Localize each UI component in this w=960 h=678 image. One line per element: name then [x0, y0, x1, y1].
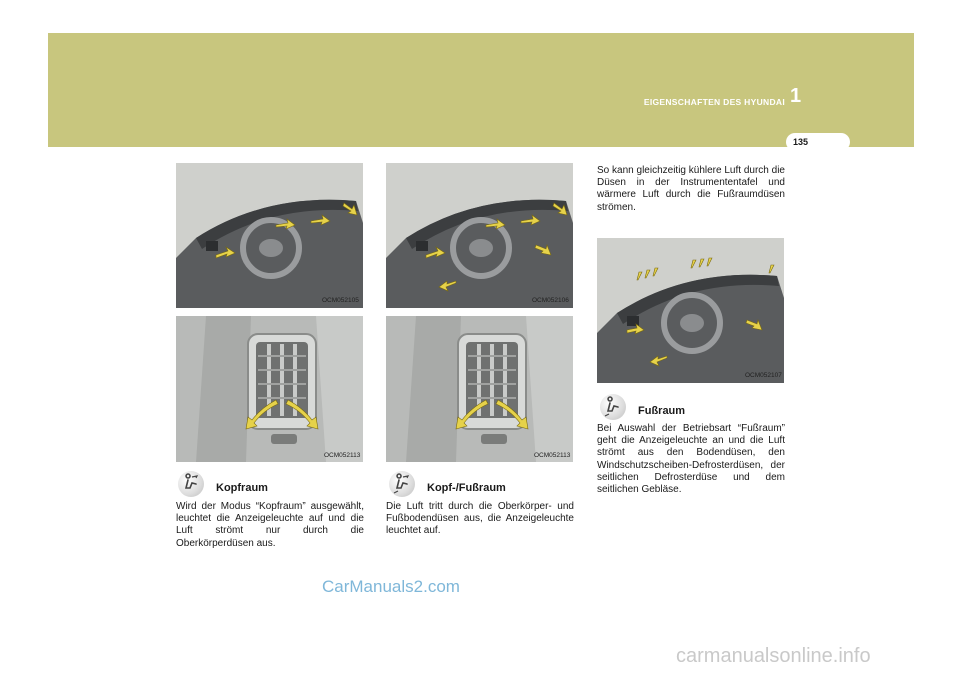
section-text-fussraum: Bei Auswahl der Betriebsart “Fußraum” geht die Anzeigeleuchte an und die Luft strömt aus den Bodendüsen, den Windschutzscheiben-Defrosterdüsen, der seitlichen Defrosterdüse und dem seitlichen Gebläse. [597, 423, 785, 496]
fan-mode-icon [389, 471, 415, 497]
fan-mode-icon [600, 394, 626, 420]
image-code: OCM052113 [534, 452, 571, 459]
dashboard-illustration [597, 238, 784, 383]
image-code: OCM052105 [322, 297, 359, 304]
intro-text: So kann gleichzeitig kühlere Luft durch die Düsen in der Instrumententafel und wärmere Luft durch die Fußraumdüsen strömen. [597, 165, 785, 213]
dashboard-illustration [386, 163, 573, 308]
section-heading-kopfraum: Kopfraum [216, 482, 268, 494]
chapter-title: EIGENSCHAFTEN DES HYUNDAI [643, 97, 785, 107]
header-band [48, 33, 914, 147]
chapter-number: 1 [790, 85, 802, 107]
image-code: OCM052107 [745, 372, 782, 379]
section-text-kopf-fussraum: Die Luft tritt durch die Oberkörper- und Fußbodendüsen aus, die Anzeigeleuchte leuchtet auf. [386, 501, 574, 537]
page-number: 135 [793, 137, 809, 147]
dashboard-illustration [176, 163, 363, 308]
fan-mode-icon [178, 471, 204, 497]
section-text-kopfraum: Wird der Modus “Kopfraum” ausgewählt, leuchtet die Anzeigeleuchte auf und die Luft strömt nur durch die Oberkörperdüsen aus. [176, 501, 364, 549]
footer-watermark: carmanualsonline.info [676, 645, 871, 667]
image-code: OCM052113 [324, 452, 361, 459]
side-vent-illustration [386, 316, 573, 462]
section-heading-kopf-fussraum: Kopf-/Fußraum [427, 482, 506, 494]
image-code: OCM052106 [532, 297, 569, 304]
watermark-link[interactable]: CarManuals2.com [322, 577, 460, 596]
side-vent-illustration [176, 316, 363, 462]
section-heading-fussraum: Fußraum [638, 405, 686, 417]
